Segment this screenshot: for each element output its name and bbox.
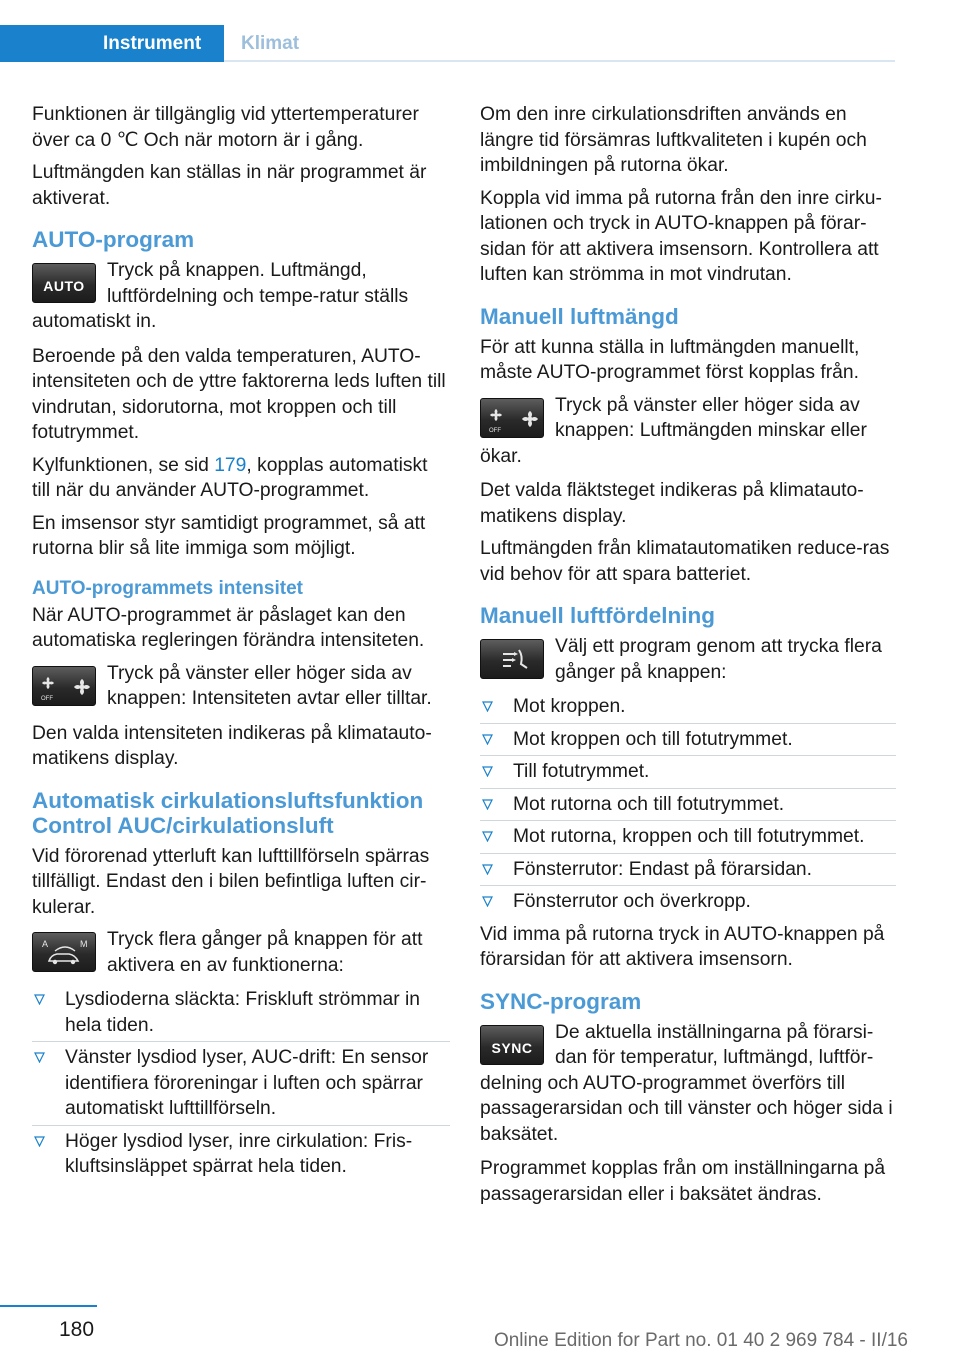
auto-button-label: AUTO <box>43 278 85 294</box>
divider <box>480 820 896 821</box>
fan-off-button-icon <box>32 666 96 706</box>
paragraph: Luftmängden från klimatautomatiken reduce-ras vid behov för att spara batteriet. <box>480 538 890 585</box>
air-distribution-button-icon <box>480 639 544 679</box>
auto-button-icon <box>32 263 96 303</box>
paragraph: Om den inre cirkulationsdriften används en längre tid försämras luftkvaliteten i kupén och imbildningen på rutorna ökar. <box>480 104 867 176</box>
auc-function-list <box>32 987 450 1180</box>
paragraph: Den valda intensiteten indikeras på klimatauto-matikens display. <box>32 722 432 769</box>
distribution-button-description: Välj ett program genom att trycka flera gånger på knappen: <box>555 636 882 683</box>
fan-off-button-icon <box>480 398 544 438</box>
intensity-button-block <box>32 661 450 712</box>
list-item-text: Fönsterrutor och överkropp. <box>513 891 751 912</box>
auto-button-block <box>32 258 450 335</box>
divider <box>480 885 896 886</box>
edition-note: Online Edition for Part no. 01 40 2 969 784 - II/16 <box>493 1330 908 1351</box>
sync-button-icon <box>480 1025 544 1065</box>
heading-manual-distribution: Manuell luftfördelning <box>480 603 715 628</box>
car-recirculation-glyph-icon <box>33 933 97 973</box>
fan-button-description: Tryck på vänster eller höger sida av knappen: Luftmängden minskar eller ökar. <box>480 394 867 467</box>
fan-off-glyph-icon <box>33 667 97 707</box>
divider <box>480 723 896 724</box>
list-item-text: Lysdioderna släckta: Friskluft strömmar in hela tiden. <box>65 989 421 1036</box>
list-item-text: Höger lysdiod lyser, inre cirkulation: Fris-kluftsinsläppet spärrat hela tiden. <box>65 1130 413 1177</box>
paragraph: Funktionen är tillgänglig vid yttertemperaturer över ca 0 ℃ Och när motorn är i gång. <box>32 104 419 151</box>
tab-instrument[interactable]: Instrument <box>0 25 224 62</box>
paragraph <box>32 453 450 504</box>
fan-button-block <box>480 393 896 470</box>
triangle-bullet-icon <box>34 1136 45 1147</box>
list-item-text: Mot rutorna och till fotutrymmet. <box>513 793 785 815</box>
divider <box>32 1041 450 1042</box>
paragraph: Det valda fläktsteget indikeras på klimatauto-matikens display. <box>480 480 864 527</box>
seat-airflow-glyph-icon <box>481 640 545 680</box>
heading-sync-program: SYNC-program <box>480 988 642 1014</box>
svg-text:OFF: OFF <box>41 695 53 702</box>
list-item-text: Mot kroppen och till fotutrymmet. <box>513 728 793 750</box>
sync-button-label: SYNC <box>491 1039 533 1056</box>
heading-auto-program: AUTO-program <box>32 227 195 252</box>
svg-text:A: A <box>42 939 49 949</box>
footer-rule <box>0 1305 97 1307</box>
triangle-bullet-icon <box>482 734 493 745</box>
auto-button-description: Tryck på knappen. Luftmängd, luftfördelning och tempe-ratur ställs automatiskt in. <box>32 260 409 332</box>
fan-off-glyph-icon <box>481 399 545 439</box>
list-item-text: Mot rutorna, kroppen och till fotutrymmet. <box>513 826 865 847</box>
heading-manual-airflow: Manuell luftmängd <box>480 303 679 329</box>
paragraph: För att kunna ställa in luftmängden manuellt, måste AUTO-programmet först kopplas från. <box>480 336 860 383</box>
paragraph: Beroende på den valda temperaturen, AUTO-intensiteten och de yttre faktorerna leds luften till vindrutan, sidorutorna, mot kroppen och till fotutrymmet. <box>32 345 446 443</box>
triangle-bullet-icon <box>482 799 493 810</box>
sync-button-block <box>480 1020 896 1148</box>
divider <box>480 853 896 854</box>
list-item-text: Till fotutrymmet. <box>513 761 650 782</box>
list-item-text: Fönsterrutor: Endast på förarsidan. <box>513 858 813 880</box>
list-item <box>480 792 896 818</box>
list-item <box>480 694 896 720</box>
left-column <box>32 102 450 1187</box>
auc-recirculation-button-icon <box>32 932 96 972</box>
divider <box>480 755 896 756</box>
triangle-bullet-icon <box>482 701 493 712</box>
page-number: 180 <box>59 1318 95 1341</box>
list-item-text: Mot kroppen. <box>513 696 626 717</box>
paragraph: Programmet kopplas från om inställningarna på passagerarsidan eller i baksätet ändras. <box>480 1158 886 1205</box>
heading-auc: Automatisk cirkulationsluftsfunktion Control AUC/cirkulationsluft <box>32 787 424 838</box>
triangle-bullet-icon <box>34 1052 45 1063</box>
sync-button-description: De aktuella inställningarna på förarsi-dan för temperatur, luftmängd, luftför-delning och AUTO-programmet överförs till passagerarsidan och till vänster och höger sida i baksätet. <box>480 1021 893 1145</box>
list-item <box>480 759 896 785</box>
triangle-bullet-icon <box>482 831 493 842</box>
paragraph: Vid förorenad ytterluft kan lufttillförseln spärras tillfälligt. Endast den i bilen befintliga luften cir-kulerar. <box>32 845 430 918</box>
list-item <box>480 857 896 883</box>
svg-text:OFF: OFF <box>489 427 501 434</box>
list-item <box>480 727 896 753</box>
heading-auto-intensity: AUTO-programmets intensitet <box>32 577 303 599</box>
intensity-button-description: Tryck på vänster eller höger sida av knappen: Intensiteten avtar eller tilltar. <box>107 662 432 709</box>
list-item <box>32 987 450 1038</box>
tab-bar <box>0 25 895 62</box>
svg-text:M: M <box>80 939 88 949</box>
distribution-list <box>480 694 896 915</box>
triangle-bullet-icon <box>482 864 493 875</box>
right-column <box>480 102 896 1214</box>
list-item <box>32 1045 450 1122</box>
list-item <box>480 889 896 915</box>
list-item-text: Vänster lysdiod lyser, AUC-drift: En sensor identifiera föroreningar i luften och spärrar automatiskt lufttillförseln. <box>65 1047 429 1119</box>
list-item <box>480 824 896 850</box>
paragraph: Vid imma på rutorna tryck in AUTO-knappen på förarsidan för att aktivera imsensorn. <box>480 923 885 970</box>
triangle-bullet-icon <box>34 994 45 1005</box>
paragraph: Luftmängden kan ställas in när programmet är aktiverat. <box>32 162 427 209</box>
auc-button-description: Tryck flera gånger på knappen för att aktivera en av funktionerna: <box>107 929 423 976</box>
triangle-bullet-icon <box>482 896 493 907</box>
divider <box>32 1125 450 1126</box>
text: , kopplas automatiskt till när du använder AUTO-programmet. <box>32 454 428 501</box>
list-item <box>32 1129 450 1180</box>
paragraph: När AUTO-programmet är påslaget kan den automatiska regleringen förändra intensiteten. <box>32 604 425 651</box>
paragraph: En imsensor styr samtidigt programmet, så att rutorna blir så lite immiga som möjligt. <box>32 512 426 559</box>
page-link[interactable]: 179 <box>214 454 247 476</box>
text: Kylfunktionen, se sid <box>32 454 215 476</box>
distribution-button-block <box>480 634 896 685</box>
tab-klimat[interactable]: Klimat <box>241 33 300 54</box>
paragraph: Koppla vid imma på rutorna från den inre cirku-lationen och tryck in AUTO-knappen på förar-sidan för att aktivera imsensorn. Kontrollera att luften kan strömma in mot vindrutan. <box>480 187 882 285</box>
auc-button-block <box>32 927 450 978</box>
divider <box>480 788 896 789</box>
triangle-bullet-icon <box>482 766 493 777</box>
